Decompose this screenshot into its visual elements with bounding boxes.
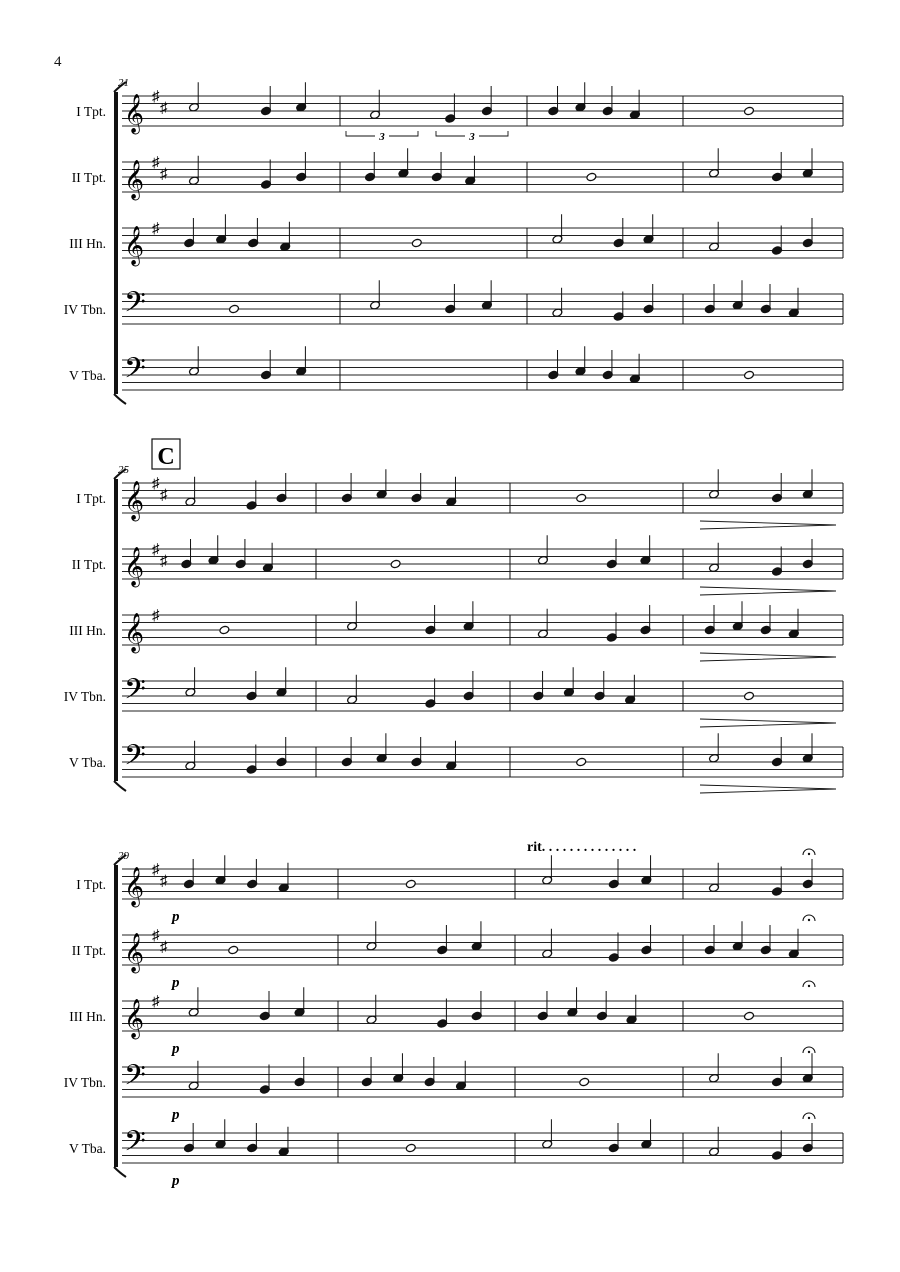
sharp-icon: ♯ (160, 100, 168, 117)
dynamic-marking: p (172, 975, 180, 991)
sharp-icon: ♯ (152, 89, 160, 105)
sharp-icon: ♯ (152, 476, 160, 492)
whole-note (219, 625, 230, 635)
bracket-bottom-hook (114, 394, 126, 404)
treble-clef-icon: 𝄞 (124, 95, 145, 133)
decrescendo-hairpin (700, 653, 836, 661)
whole-note (586, 172, 597, 182)
sharp-icon: ♯ (152, 155, 160, 171)
instrument-label: II Tpt. (71, 557, 106, 572)
whole-note (229, 304, 240, 314)
system-1 (64, 77, 843, 404)
bass-clef-icon: 𝄢 (124, 675, 146, 712)
staff-5 (69, 733, 843, 778)
staff-1 (76, 469, 843, 521)
treble-clef-icon: 𝄞 (124, 482, 145, 520)
staff-4 (64, 1053, 843, 1123)
instrument-label: II Tpt. (71, 170, 106, 185)
treble-clef-icon: 𝄞 (124, 934, 145, 972)
system-bracket (114, 92, 118, 394)
decrescendo-hairpin (700, 587, 836, 595)
fermata-dot (808, 853, 810, 855)
page-number: 4 (54, 54, 62, 70)
whole-note (405, 1143, 416, 1153)
decrescendo-hairpin (700, 785, 836, 793)
systems-layer (64, 77, 843, 1189)
instrument-label: III Hn. (69, 1009, 106, 1024)
instrument-label: II Tpt. (71, 943, 106, 958)
staff-1 (76, 82, 843, 134)
staff-2 (72, 921, 843, 991)
system-bracket (114, 479, 118, 781)
whole-note (744, 1011, 755, 1021)
instrument-label: I Tpt. (76, 104, 106, 119)
sharp-icon: ♯ (152, 542, 160, 558)
sharp-icon: ♯ (152, 862, 160, 878)
whole-note (744, 370, 755, 380)
staff-4 (64, 280, 843, 325)
treble-clef-icon: 𝄞 (124, 227, 145, 265)
sharp-icon: ♯ (160, 939, 168, 956)
instrument-label: IV Tbn. (63, 302, 106, 317)
measure-number: 21 (118, 77, 129, 89)
instrument-label: V Tba. (69, 368, 106, 383)
measure-number: 29 (118, 850, 129, 862)
staff-1 (76, 855, 843, 925)
instrument-label: I Tpt. (76, 491, 106, 506)
rehearsal-mark: C (157, 444, 175, 470)
measure-number: 25 (118, 464, 129, 476)
dynamic-marking: p (172, 909, 180, 925)
sharp-icon: ♯ (152, 994, 160, 1010)
sharp-icon: ♯ (160, 553, 168, 570)
treble-clef-icon: 𝄞 (124, 1000, 145, 1038)
sharp-icon: ♯ (152, 221, 160, 237)
staff-5 (69, 346, 843, 391)
whole-note (411, 238, 422, 248)
system-bracket (114, 865, 118, 1167)
tempo-text: rit. . . . . . . . . . . . . . (527, 840, 637, 855)
whole-note (228, 945, 239, 955)
tuplet-number: 3 (379, 131, 385, 143)
whole-note (576, 493, 587, 503)
whole-note (744, 691, 755, 701)
dynamic-marking: p (172, 1107, 180, 1123)
bass-clef-icon: 𝄢 (124, 1061, 146, 1098)
whole-note (579, 1077, 590, 1087)
bracket-bottom-hook (114, 781, 126, 791)
decrescendo-hairpin (700, 521, 836, 529)
treble-clef-icon: 𝄞 (124, 614, 145, 652)
dynamic-marking: p (172, 1173, 180, 1189)
whole-note (744, 106, 755, 116)
instrument-label: V Tba. (69, 755, 106, 770)
decrescendo-hairpin (700, 719, 836, 727)
tuplet-number: 3 (469, 131, 475, 143)
sharp-icon: ♯ (160, 166, 168, 183)
staff-3 (69, 601, 843, 653)
instrument-label: IV Tbn. (63, 1075, 106, 1090)
bracket-bottom-hook (114, 1167, 126, 1177)
system-3 (64, 840, 843, 1189)
instrument-label: IV Tbn. (63, 689, 106, 704)
instrument-label: V Tba. (69, 1141, 106, 1156)
sharp-icon: ♯ (152, 928, 160, 944)
staff-3 (69, 987, 843, 1057)
fermata-dot (808, 1051, 810, 1053)
treble-clef-icon: 𝄞 (124, 868, 145, 906)
staff-2 (72, 148, 843, 200)
bass-clef-icon: 𝄢 (124, 741, 146, 778)
whole-note (405, 879, 416, 889)
system-2 (64, 439, 843, 793)
staff-5 (69, 1119, 843, 1189)
bass-clef-icon: 𝄢 (124, 354, 146, 391)
fermata-dot (808, 1117, 810, 1119)
sharp-icon: ♯ (152, 608, 160, 624)
staff-3 (69, 214, 843, 266)
staff-4 (64, 667, 843, 712)
bass-clef-icon: 𝄢 (124, 288, 146, 325)
dynamic-marking: p (172, 1041, 180, 1057)
staff-2 (72, 535, 843, 587)
treble-clef-icon: 𝄞 (124, 548, 145, 586)
sharp-icon: ♯ (160, 487, 168, 504)
fermata-dot (808, 985, 810, 987)
bass-clef-icon: 𝄢 (124, 1127, 146, 1164)
instrument-label: I Tpt. (76, 877, 106, 892)
fermata-dot (808, 919, 810, 921)
treble-clef-icon: 𝄞 (124, 161, 145, 199)
whole-note (390, 559, 401, 569)
sharp-icon: ♯ (160, 873, 168, 890)
whole-note (576, 757, 587, 767)
instrument-label: III Hn. (69, 623, 106, 638)
instrument-label: III Hn. (69, 236, 106, 251)
